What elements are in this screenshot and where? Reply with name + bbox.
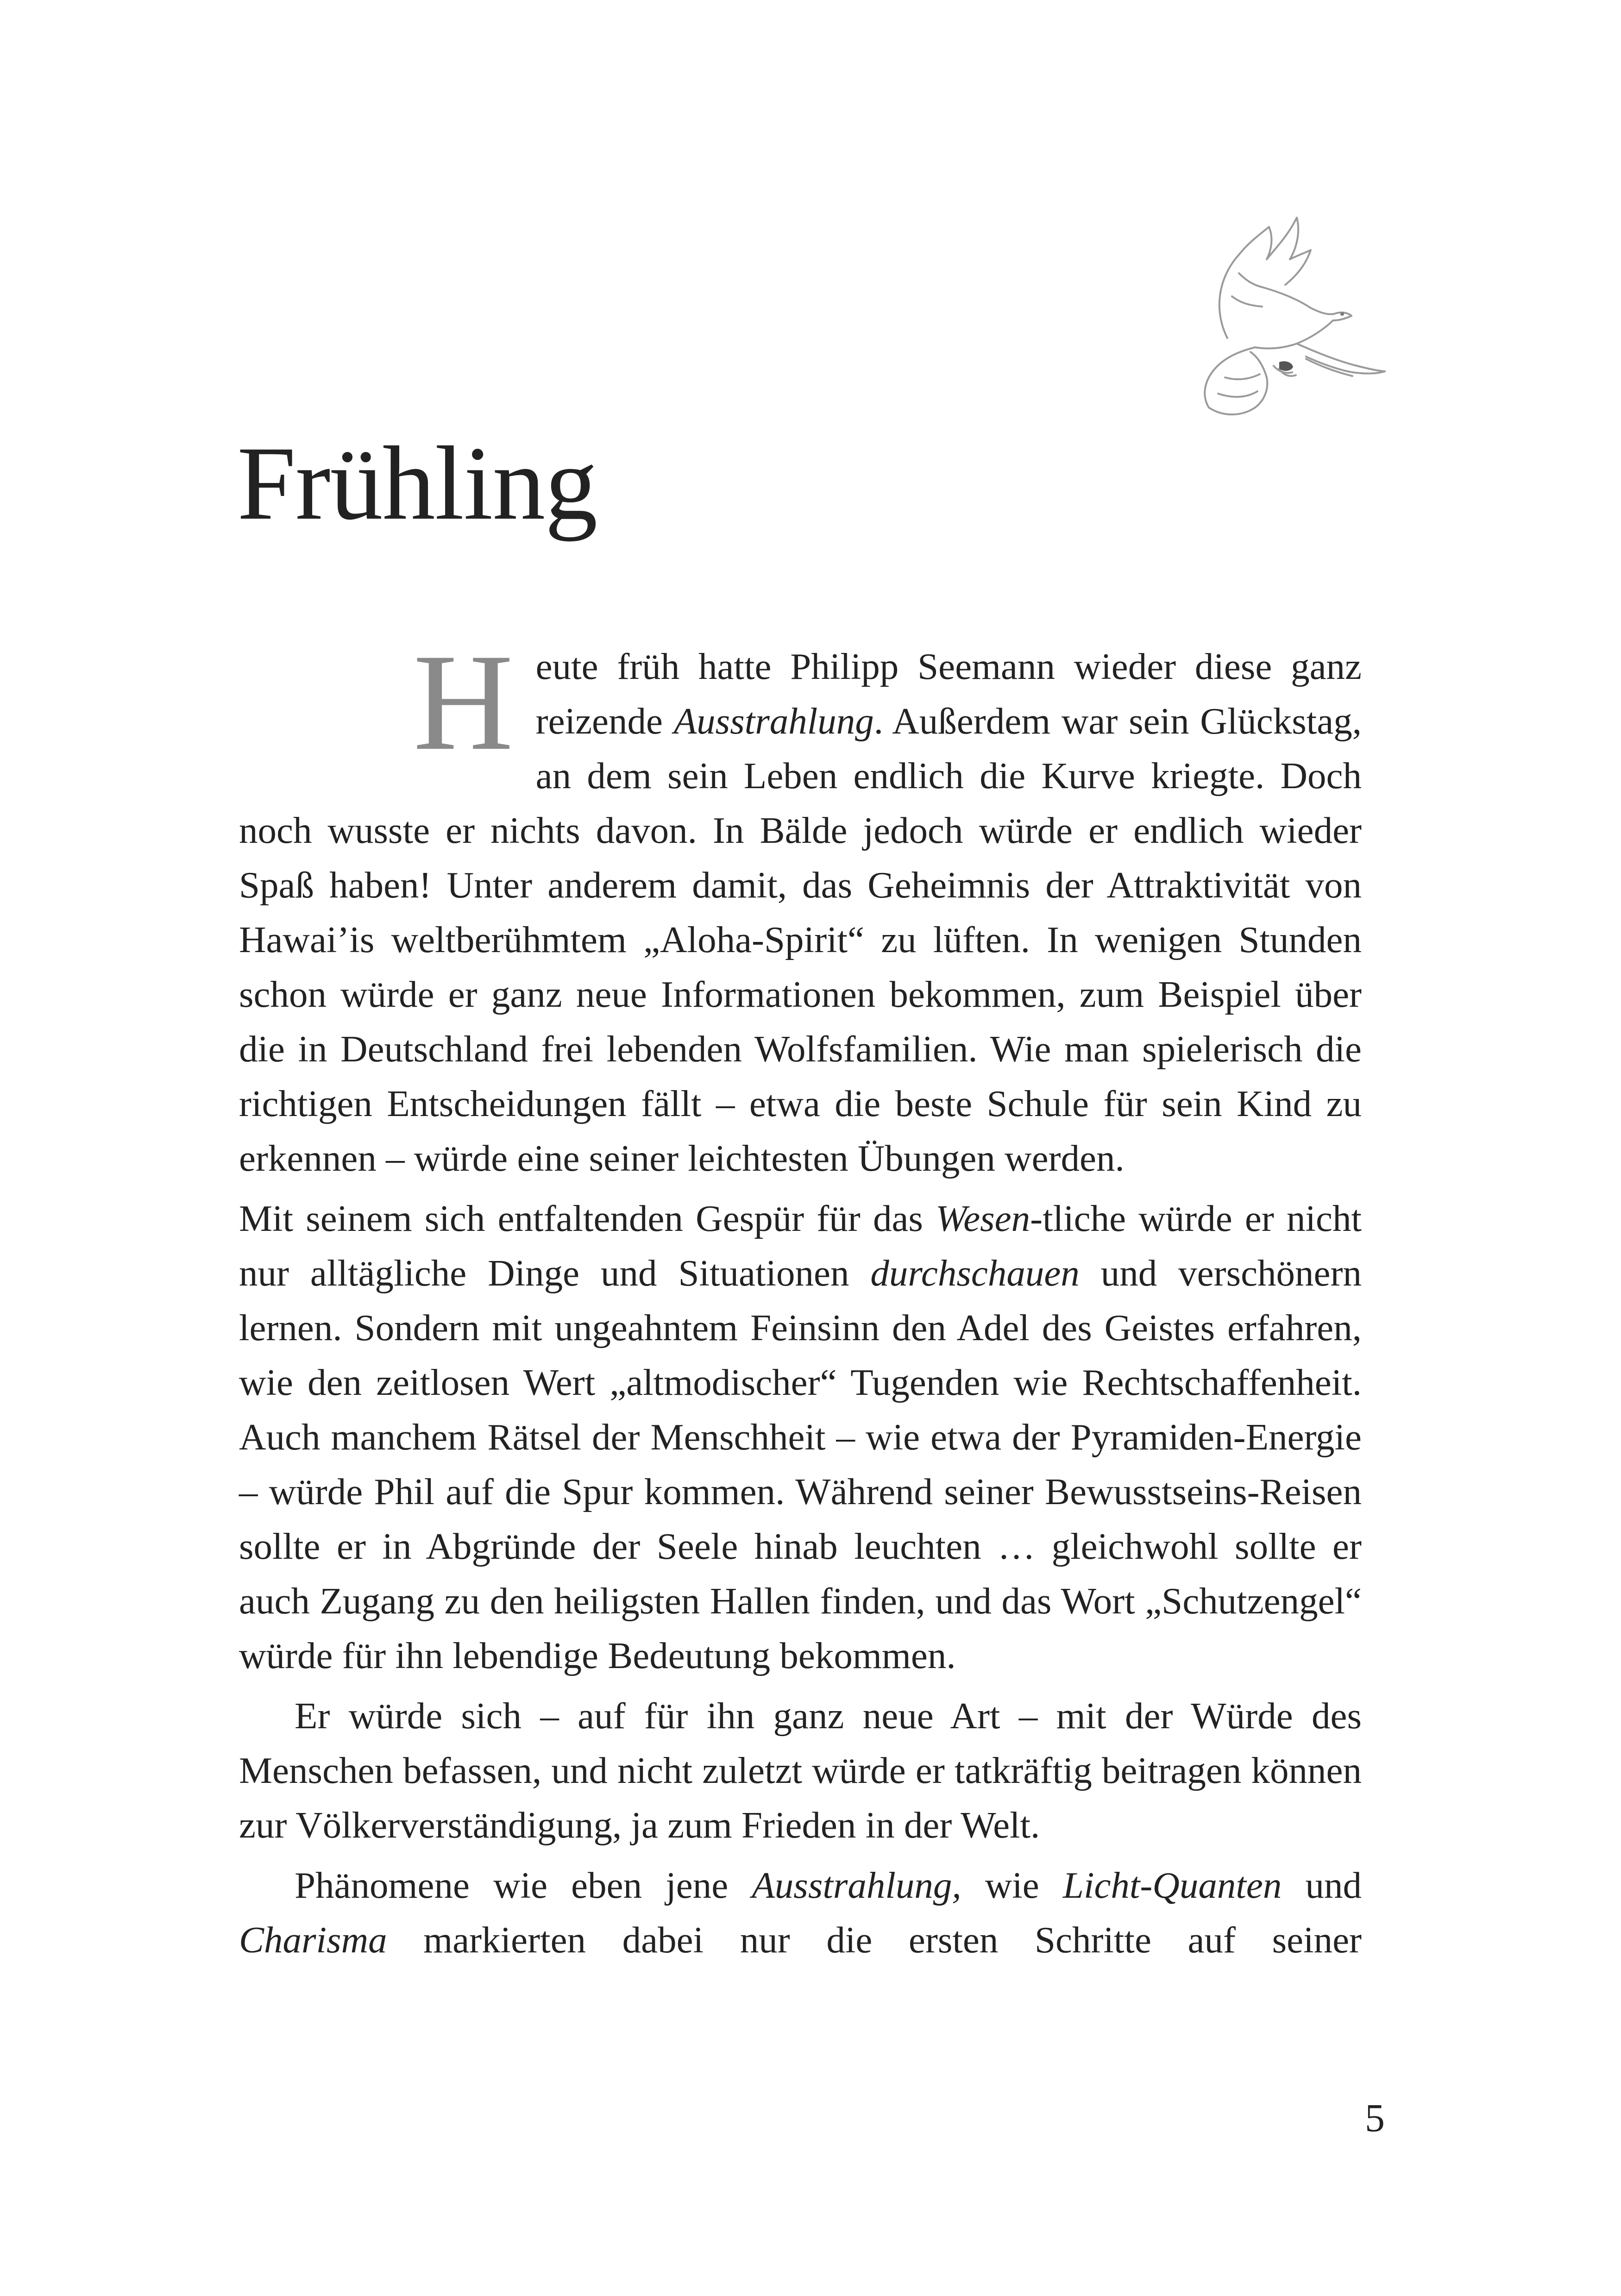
text-run: . Außerdem war sein Glückstag, an dem sein Leben endlich die Kurve kriegte. Doch noch wusste er nichts davon. In Bälde jedoch würde er endlich wieder Spaß haben! Unter anderem damit, das Geheimnis der Attraktivität von Hawai’is weltberühmtem „Aloha-Spirit“ zu lüften. In wenigen Stunden schon würde er ganz neue Informationen bekommen, zum Beispiel über die in Deutschland frei lebenden Wolfsfamilien. Wie man spielerisch die richtigen Entscheidungen fällt – etwa die beste Schule für sein Kind zu erkennen – würde eine seiner leichtesten Übungen werden. bbox=[239, 700, 1362, 1179]
emphasized-text: Wesen bbox=[936, 1198, 1030, 1239]
paragraph bbox=[239, 625, 1362, 1186]
chapter-title: Frühling bbox=[237, 425, 597, 542]
paragraph bbox=[239, 1688, 1362, 1852]
text-run: wie bbox=[961, 1864, 1063, 1906]
text-run: Mit seinem sich entfaltenden Gespür für das bbox=[239, 1198, 936, 1239]
page-number: 5 bbox=[1365, 2095, 1385, 2140]
dove-sketch-icon bbox=[1158, 199, 1417, 477]
emphasized-text: Licht-Quanten bbox=[1062, 1864, 1282, 1906]
text-run: und verschönern lernen. Sondern mit ungeahntem Feinsinn den Adel des Geistes erfahren, wie den zeitlosen Wert „altmodischer“ Tugenden wie Rechtschaffenheit. Auch manchem Rätsel der Menschheit – wie etwa der Pyramiden-Energie – würde Phil auf die Spur kommen. Während seiner Bewusstseins-Reisen sollte er in Abgründe der Seele hinab leuchten … gleichwohl sollte er auch Zugang zu den heiligsten Hallen finden, und das Wort „Schutzengel“ würde für ihn lebendige Bedeutung bekommen. bbox=[239, 1252, 1362, 1676]
text-run: markierten dabei nur die ersten Schritte auf seiner bbox=[387, 1919, 1362, 1961]
drop-cap: H bbox=[413, 625, 514, 779]
text-run: eute früh hatte Philipp Seemann wieder diese ganz reizende bbox=[535, 646, 1362, 742]
body-text bbox=[239, 625, 1362, 1967]
emphasized-text: Ausstrahlung bbox=[673, 700, 874, 742]
text-run: Phänomene wie eben jene bbox=[295, 1864, 752, 1906]
text-run: -tliche würde er nicht nur alltägliche Dinge und Situationen bbox=[239, 1198, 1362, 1294]
paragraph bbox=[239, 1858, 1362, 1967]
paragraph bbox=[239, 1191, 1362, 1683]
text-run: und bbox=[1282, 1864, 1362, 1906]
emphasized-text: durchschauen bbox=[870, 1252, 1080, 1294]
text-run: Er würde sich – auf für ihn ganz neue Art – mit der Würde des Menschen befassen, und nicht zuletzt würde er tatkräftig beitragen können zur Völkerverständigung, ja zum Frieden in der Welt. bbox=[239, 1695, 1362, 1846]
emphasized-text: Ausstrahlung, bbox=[752, 1864, 961, 1906]
emphasized-text: Charisma bbox=[239, 1919, 387, 1961]
